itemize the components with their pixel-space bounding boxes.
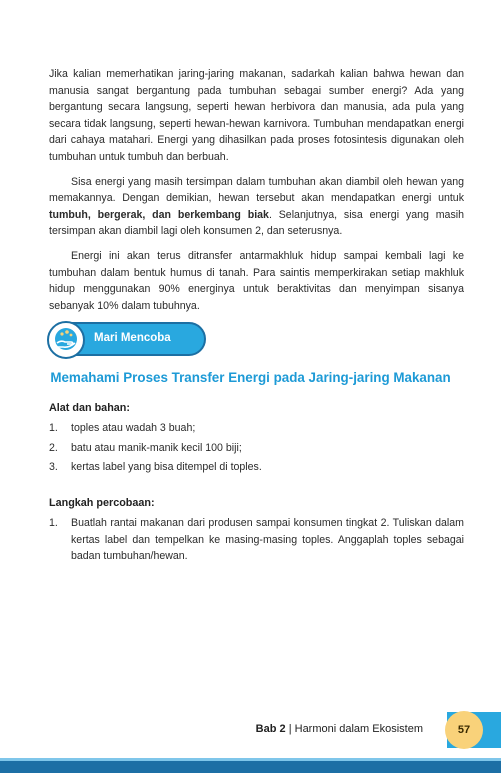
steps-list bbox=[49, 515, 464, 568]
mari-mencoba-badge bbox=[48, 322, 206, 356]
list-item: 1. toples atau wadah 3 buah; bbox=[49, 422, 196, 434]
hand-with-sparkles-icon bbox=[47, 321, 85, 359]
materials-list bbox=[49, 420, 464, 479]
paragraph-2-end: . Selanjutnya, sisa energi yang masih tersimpan akan diambil lagi oleh konsumen 2, dan seterusnya. bbox=[49, 208, 464, 238]
steps-heading: Langkah percobaan: bbox=[49, 497, 155, 509]
paragraph-2-bold: tumbuh, bergerak, dan berkembang biak bbox=[49, 208, 269, 221]
paragraph-2-start: Sisa energi yang masih tersimpan dalam tumbuhan akan diambil oleh hewan yang memakannya. Dengan demikian, hewan tersebut akan mendapatkan energi untuk bbox=[49, 175, 464, 205]
paragraph-2 bbox=[49, 174, 464, 240]
footer-chapter: Bab 2 | Harmoni dalam Ekosistem bbox=[255, 723, 423, 735]
list-item: 1. Buatlah rantai makanan dari produsen sampai konsumen tingkat 2. Tuliskan dalam kertas label dan tempelkan ke masing-masing toples. Anggaplah toples sebagai badan tumbuhan/hewan. bbox=[49, 517, 464, 563]
list-item: 3. kertas label yang bisa ditempel di toples. bbox=[49, 461, 262, 474]
footer-stripe bbox=[0, 761, 501, 773]
badge-label: Mari Mencoba bbox=[94, 332, 171, 344]
body-text bbox=[49, 66, 464, 322]
activity-title: Memahami Proses Transfer Energi pada Jaring-jaring Makanan bbox=[50, 370, 451, 385]
list-item: 2. batu atau manik-manik kecil 100 biji; bbox=[49, 441, 242, 454]
paragraph-3: Energi ini akan terus ditransfer antarmakhluk hidup sampai kembali lagi ke tumbuhan dalam bentuk humus di tanah. Para saintis memperkirakan setiap makhluk hidup menggunakan 90% energinya untuk beraktivitas dan menyimpan sisanya sebanyak 10% dalam tubuhnya. bbox=[49, 249, 464, 312]
paragraph-1: Jika kalian memerhatikan jaring-jaring makanan, sadarkah kalian bahwa hewan dan manusia sangat bergantung pada tumbuhan sebagai sumber energi? Ada yang bergantung secara langsung, seperti hewan herbivora dan manusia, ada pula yang secara tidak langsung, seperti hewan-hewan karnivora. Tumbuhan mendapatkan energi dari cahaya matahari. Energi yang dihasilkan pada proses fotosintesis digunakan oleh tumbuhan untuk tumbuh dan berbuah. bbox=[49, 68, 464, 163]
materials-heading: Alat dan bahan: bbox=[49, 402, 130, 414]
page-number: 57 bbox=[445, 711, 483, 749]
